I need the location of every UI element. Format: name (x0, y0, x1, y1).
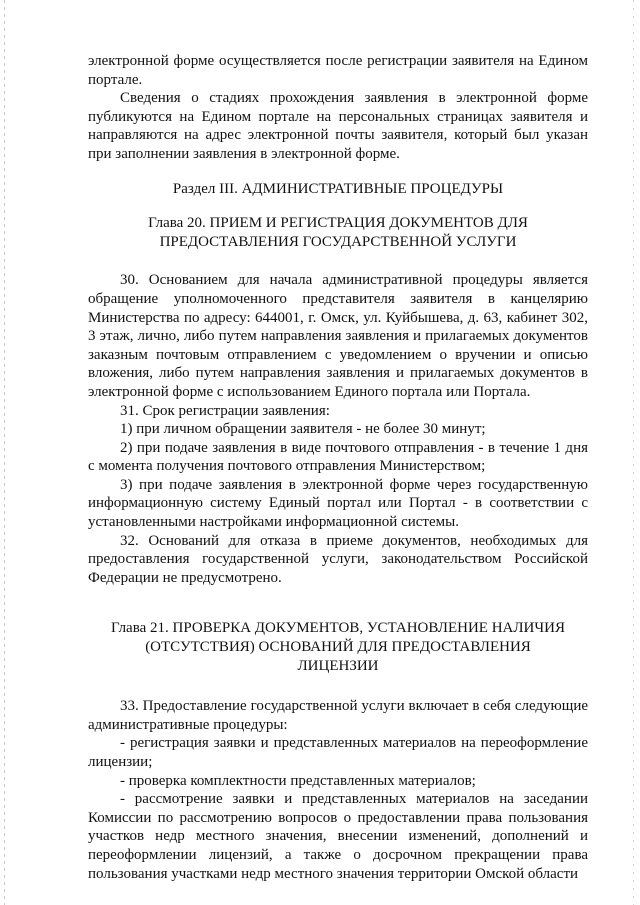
chapter-21-title-line-1: Глава 21. ПРОВЕРКА ДОКУМЕНТОВ, УСТАНОВЛЕНИЕ НАЛИЧИЯ (111, 620, 565, 637)
chapter-21-title-line-2: (ОТСУТСТВИЯ) ОСНОВАНИЙ ДЛЯ ПРЕДОСТАВЛЕНИЯ (145, 639, 531, 656)
paragraph-33: 33. Предоставление государственной услуги включает в себя следующие административные процедуры: (88, 698, 588, 733)
paragraph-30: 30. Основанием для начала административной процедуры является обращение уполномоченного представителя заявителя в канцелярию Министерства по адресу: 644001, г. Омск, ул. Куйбышева, д. 63, кабинет 302, 3 этаж, лично, либо путем направления заявления и прилагаемых документов заказным почтовым отправлением с уведомлением о вручении и описью вложения, либо путем направления заявления и прилагаемых документов в электронной форме с использованием Единого портала или Портала. (88, 272, 588, 400)
chapter-21-title-line-3: ЛИЦЕНЗИИ (297, 657, 379, 674)
intro-paragraph-1: электронной форме осуществляется после регистрации заявителя на Едином портале. (88, 53, 588, 88)
paragraph-31: 31. Срок регистрации заявления: (120, 402, 330, 419)
section-title: Раздел III. АДМИНИСТРАТИВНЫЕ ПРОЦЕДУРЫ (172, 180, 504, 197)
scan-edge-left (4, 0, 5, 905)
chapter-20-title (88, 214, 588, 251)
chapter-20-title-line-1: Глава 20. ПРИЕМ И РЕГИСТРАЦИЯ ДОКУМЕНТОВ ДЛЯ (148, 215, 528, 232)
chapter-20-body (88, 271, 588, 587)
page-content (88, 52, 588, 883)
paragraph-33-item-1: - регистрация заявки и представленных материалов на переоформление лицензии; (88, 735, 588, 770)
scan-edge-right (633, 0, 634, 905)
chapter-20-title-line-2: ПРЕДОСТАВЛЕНИЯ ГОСУДАРСТВЕННОЙ УСЛУГИ (159, 233, 517, 250)
paragraph-31-item-2: 2) при подаче заявления в виде почтового отправления - в течение 1 дня с момента получения почтового отправления Министерством; (88, 439, 588, 475)
paragraph-31-item-1: 1) при личном обращении заявителя - не более 30 минут; (120, 421, 486, 438)
intro-paragraph-2: Сведения о стадиях прохождения заявления в электронной форме публикуются на Едином портале на персональных страницах заявителя и направляются на адрес электронной почты заявителя, который был указан при заполнении заявления в электронной форме. (88, 90, 588, 162)
chapter-21-body (88, 697, 588, 883)
paragraph-31-item-3: 3) при подаче заявления в электронной форме через государственную информационную систему Единый портал или Портал - в соответствии с установленными настройками информационной системы. (88, 476, 588, 531)
paragraph-32: 32. Оснований для отказа в приеме документов, необходимых для предоставления государственной услуги, законодательством Российской Федерации не предусмотрено. (88, 532, 588, 586)
chapter-21-title (88, 619, 588, 675)
paragraph-33-item-2: - проверка комплектности представленных материалов; (120, 772, 476, 789)
paragraph-33-item-3: - рассмотрение заявки и представленных материалов на заседании Комиссии по рассмотрению вопросов о предоставлении права пользования участков недр местного значения, внесении изменений, дополнений и переоформлении лицензий, а также о досрочном прекращении права пользования участками недр местного значения территории Омской области (88, 791, 588, 882)
